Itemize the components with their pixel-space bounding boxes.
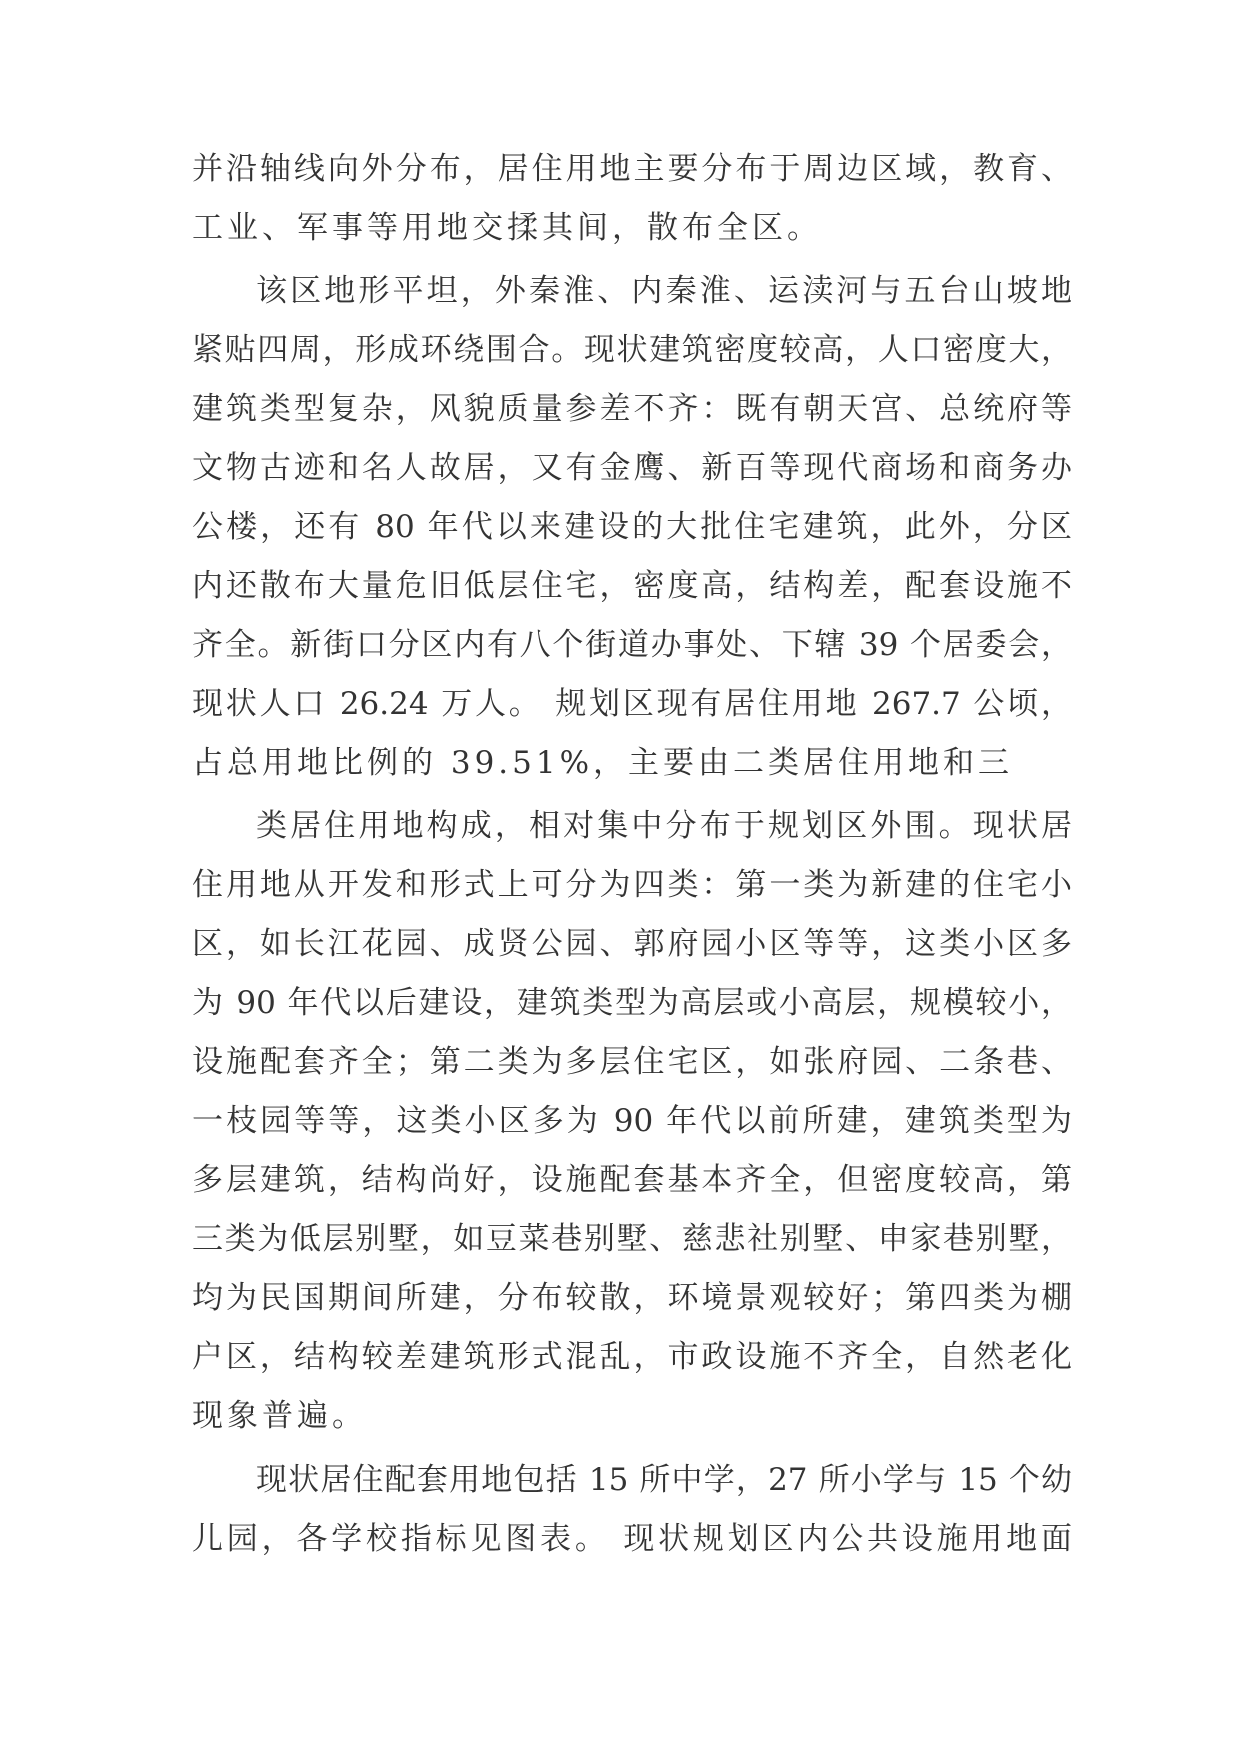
text-line: 均为民国期间所建，分布较散，环境景观较好；第四类为棚 xyxy=(192,1280,1072,1316)
text-line: 文物古迹和名人故居，又有金鹰、新百等现代商场和商务办 xyxy=(192,450,1072,486)
text-line: 该区地形平坦，外秦淮、内秦淮、运渎河与五台山坡地 xyxy=(256,273,1072,309)
text-line: 内还散布大量危旧低层住宅，密度高，结构差，配套设施不 xyxy=(192,568,1072,604)
text-line: 工业、军事等用地交揉其间，散布全区。 xyxy=(192,210,822,246)
text-line: 住用地从开发和形式上可分为四类：第一类为新建的住宅小 xyxy=(192,867,1072,903)
text-line: 区，如长江花园、成贤公园、郭府园小区等等，这类小区多 xyxy=(192,926,1072,962)
text-line: 现象普遍。 xyxy=(192,1398,367,1434)
text-line: 并沿轴线向外分布，居住用地主要分布于周边区域，教育、 xyxy=(192,151,1072,187)
text-line: 儿园，各学校指标见图表。 现状规划区内公共设施用地面 xyxy=(192,1521,1072,1557)
text-line: 类居住用地构成，相对集中分布于规划区外围。现状居 xyxy=(256,808,1072,844)
text-line: 户区，结构较差建筑形式混乱，市政设施不齐全，自然老化 xyxy=(192,1339,1072,1375)
text-line: 设施配套齐全；第二类为多层住宅区，如张府园、二条巷、 xyxy=(192,1044,1072,1080)
text-line: 为 90 年代以后建设，建筑类型为高层或小高层，规模较小， xyxy=(192,985,1072,1021)
text-line: 紧贴四周，形成环绕围合。现状建筑密度较高，人口密度大， xyxy=(192,332,1072,368)
text-line: 现状人口 26.24 万人。 规划区现有居住用地 267.7 公顷， xyxy=(192,686,1072,722)
text-line: 多层建筑，结构尚好，设施配套基本齐全，但密度较高，第 xyxy=(192,1162,1072,1198)
text-line: 占总用地比例的 39.51%，主要由二类居住用地和三 xyxy=(192,745,1014,781)
text-line: 公楼，还有 80 年代以来建设的大批住宅建筑，此外，分区 xyxy=(192,509,1072,545)
text-line: 齐全。新街口分区内有八个街道办事处、下辖 39 个居委会， xyxy=(192,627,1072,663)
text-line: 现状居住配套用地包括 15 所中学，27 所小学与 15 个幼 xyxy=(256,1462,1072,1498)
text-line: 一枝园等等，这类小区多为 90 年代以前所建，建筑类型为 xyxy=(192,1103,1072,1139)
text-line: 建筑类型复杂，风貌质量参差不齐：既有朝天宫、总统府等 xyxy=(192,391,1072,427)
text-line: 三类为低层别墅，如豆菜巷别墅、慈悲社别墅、申家巷别墅， xyxy=(192,1221,1072,1257)
